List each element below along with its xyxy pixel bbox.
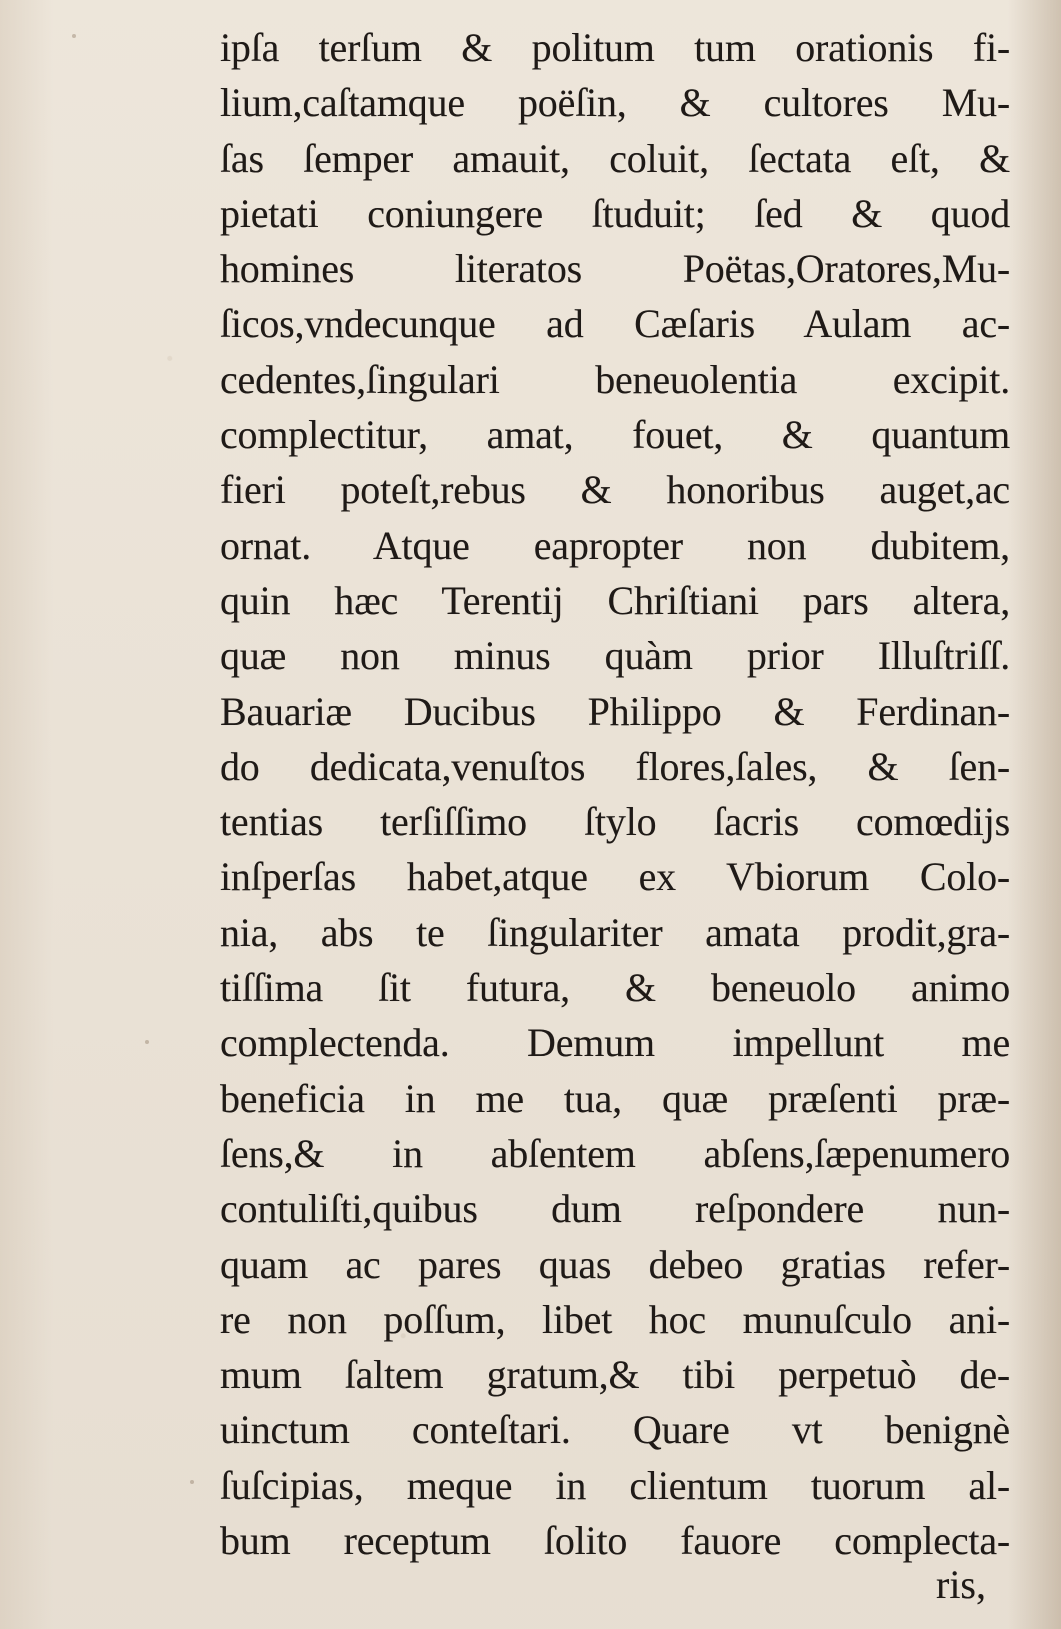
text-line: mum ſaltem gratum,& tibi perpetuò de-: [220, 1352, 1010, 1398]
text-line: ipſa terſum & politum tum orationis fi-: [220, 25, 1010, 70]
text-line: tiſſima ſit futura, & beneuolo animo: [220, 965, 1010, 1011]
text-line: complectenda. Demum impellunt me: [220, 1020, 1010, 1066]
paper-speck: [190, 1480, 194, 1484]
text-line: tentias terſiſſimo ſtylo ſacris comœdijs: [220, 799, 1010, 845]
text-line: ſicos,vndecunque ad Cæſaris Aulam ac-: [220, 301, 1010, 347]
text-line: quin hæc Terentij Chriſtiani pars altera,: [220, 577, 1010, 623]
paper-speck: [72, 34, 76, 38]
text-line: Bauariæ Ducibus Philippo & Ferdinan-: [220, 688, 1010, 734]
main-text-block: [220, 20, 1010, 1568]
text-line: cedentes,ſingulari beneuolentia excipit.: [220, 356, 1010, 402]
text-line: quam ac pares quas debeo gratias refer-: [220, 1241, 1010, 1287]
text-line: ornat. Atque eapropter non dubitem,: [220, 522, 1010, 568]
paper-speck: [145, 1040, 149, 1044]
text-line: bum receptum ſolito fauore complecta-: [220, 1518, 1010, 1564]
text-line: uinctum conteſtari. Quare vt benignè: [220, 1407, 1010, 1453]
text-line: quæ non minus quàm prior Illuſtriſſ.: [220, 633, 1010, 679]
text-line: re non poſſum, libet hoc munuſculo ani-: [220, 1296, 1010, 1342]
text-line: ſas ſemper amauit, coluit, ſectata eſt, &: [220, 135, 1010, 181]
text-line: nia, abs te ſingulariter amata prodit,gra-: [220, 909, 1010, 955]
text-line: homines literatos Poëtas,Oratores,Mu-: [220, 246, 1010, 292]
text-line: ſuſcipias, meque in clientum tuorum al-: [220, 1462, 1010, 1508]
catchword: ris,: [936, 1562, 986, 1607]
text-line: fieri poteſt,rebus & honoribus auget,ac: [220, 467, 1010, 513]
text-line: beneficia in me tua, quæ præſenti præ-: [220, 1075, 1010, 1121]
text-line: inſperſas habet,atque ex Vbiorum Colo-: [220, 854, 1010, 900]
text-line: do dedicata,venuſtos flores,ſales, & ſen-: [220, 743, 1010, 789]
text-line: complectitur, amat, fouet, & quantum: [220, 412, 1010, 458]
text-line: ſens,& in abſentem abſens,ſæpenumero: [220, 1130, 1010, 1176]
text-line: contuliſti,quibus dum reſpondere nun-: [220, 1186, 1010, 1232]
text-line: lium,caſtamque poëſin, & cultores Mu-: [220, 80, 1010, 126]
text-line: pietati coniungere ſtuduit; ſed & quod: [220, 190, 1010, 236]
